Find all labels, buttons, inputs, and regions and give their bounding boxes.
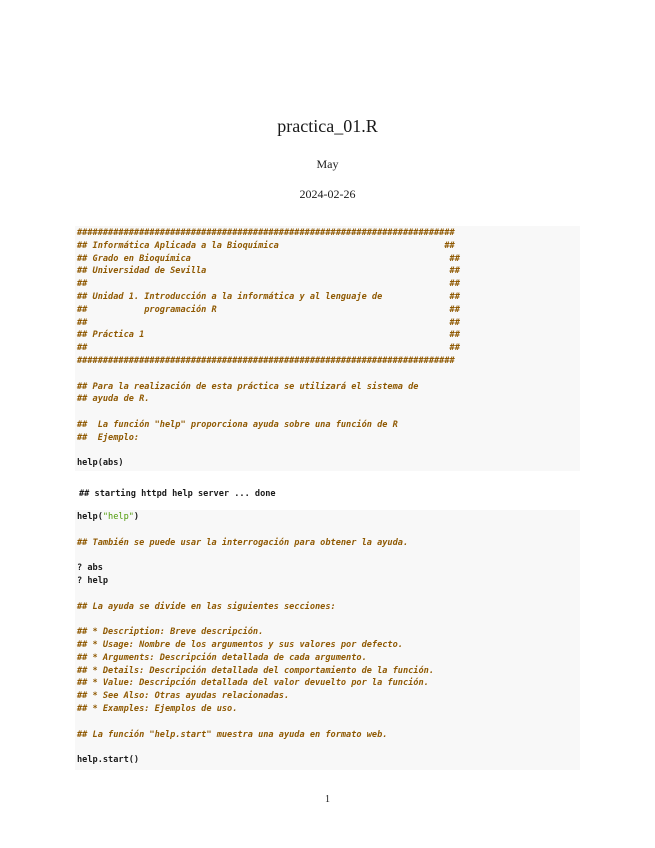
comment-line: ## ayuda de R. xyxy=(77,394,150,405)
comment-line: ## Práctica 1 ## xyxy=(77,330,460,341)
code-block-header xyxy=(75,226,580,471)
comment-line: ## * Usage: Nombre de los argumentos y sus valores por defecto. xyxy=(77,639,403,650)
code-line-q-help: ? help xyxy=(77,575,109,586)
comment-line: ## Grado en Bioquímica ## xyxy=(77,253,460,264)
comment-line: ## * See Also: Otras ayudas relacionadas. xyxy=(77,691,290,702)
output-line: ## starting httpd help server ... done xyxy=(79,489,276,499)
document-title: practica_01.R xyxy=(277,116,378,136)
comment-line: ######################################################################### xyxy=(77,355,455,366)
comment-line: ## La función "help.start" muestra una ayuda en formato web. xyxy=(77,729,388,740)
comment-line: ## La ayuda se divide en las siguientes secciones: xyxy=(77,601,336,612)
comment-line: ## * Arguments: Descripción detallada de cada argumento. xyxy=(77,652,367,663)
comment-line: ## * Description: Breve descripción. xyxy=(77,627,264,638)
code-line-help-help: help("help") xyxy=(77,512,140,522)
comment-line: ## Unidad 1. Introducción a la informática y al lenguaje de ## xyxy=(77,291,460,302)
output-block xyxy=(77,488,577,501)
comment-line: ## ## xyxy=(77,317,460,328)
comment-line: ## Ejemplo: xyxy=(77,432,140,443)
string-literal: "help" xyxy=(102,512,134,522)
comment-line: ## La función "help" proporciona ayuda sobre una función de R xyxy=(77,419,398,430)
comment-line: ######################################################################### xyxy=(77,228,455,238)
comment-line: ## ## xyxy=(77,343,460,354)
comment-line: ## También se puede usar la interrogación para obtener la ayuda. xyxy=(77,537,409,548)
comment-line: ## Informática Aplicada a la Bioquímica ## xyxy=(77,240,455,251)
code-block-help xyxy=(75,510,580,770)
document-author: May xyxy=(316,157,339,171)
comment-line: ## * Details: Descripción detallada del comportamiento de la función. xyxy=(77,665,434,676)
page-number: 1 xyxy=(325,794,330,805)
comment-line: ## ## xyxy=(77,279,460,290)
code-line-help-start: help.start() xyxy=(77,755,140,766)
comment-line: ## * Examples: Ejemplos de uso. xyxy=(77,703,238,714)
comment-line: ## * Value: Descripción detallada del valor devuelto por la función. xyxy=(77,678,429,689)
comment-line: ## programación R ## xyxy=(77,304,460,315)
comment-line: ## Universidad de Sevilla ## xyxy=(77,266,460,277)
document-date: 2024-02-26 xyxy=(299,187,356,201)
code-line-q-abs: ? abs xyxy=(77,563,103,574)
code-line-help-abs: help(abs) xyxy=(77,458,124,469)
comment-line: ## Para la realización de esta práctica se utilizará el sistema de xyxy=(77,381,419,392)
